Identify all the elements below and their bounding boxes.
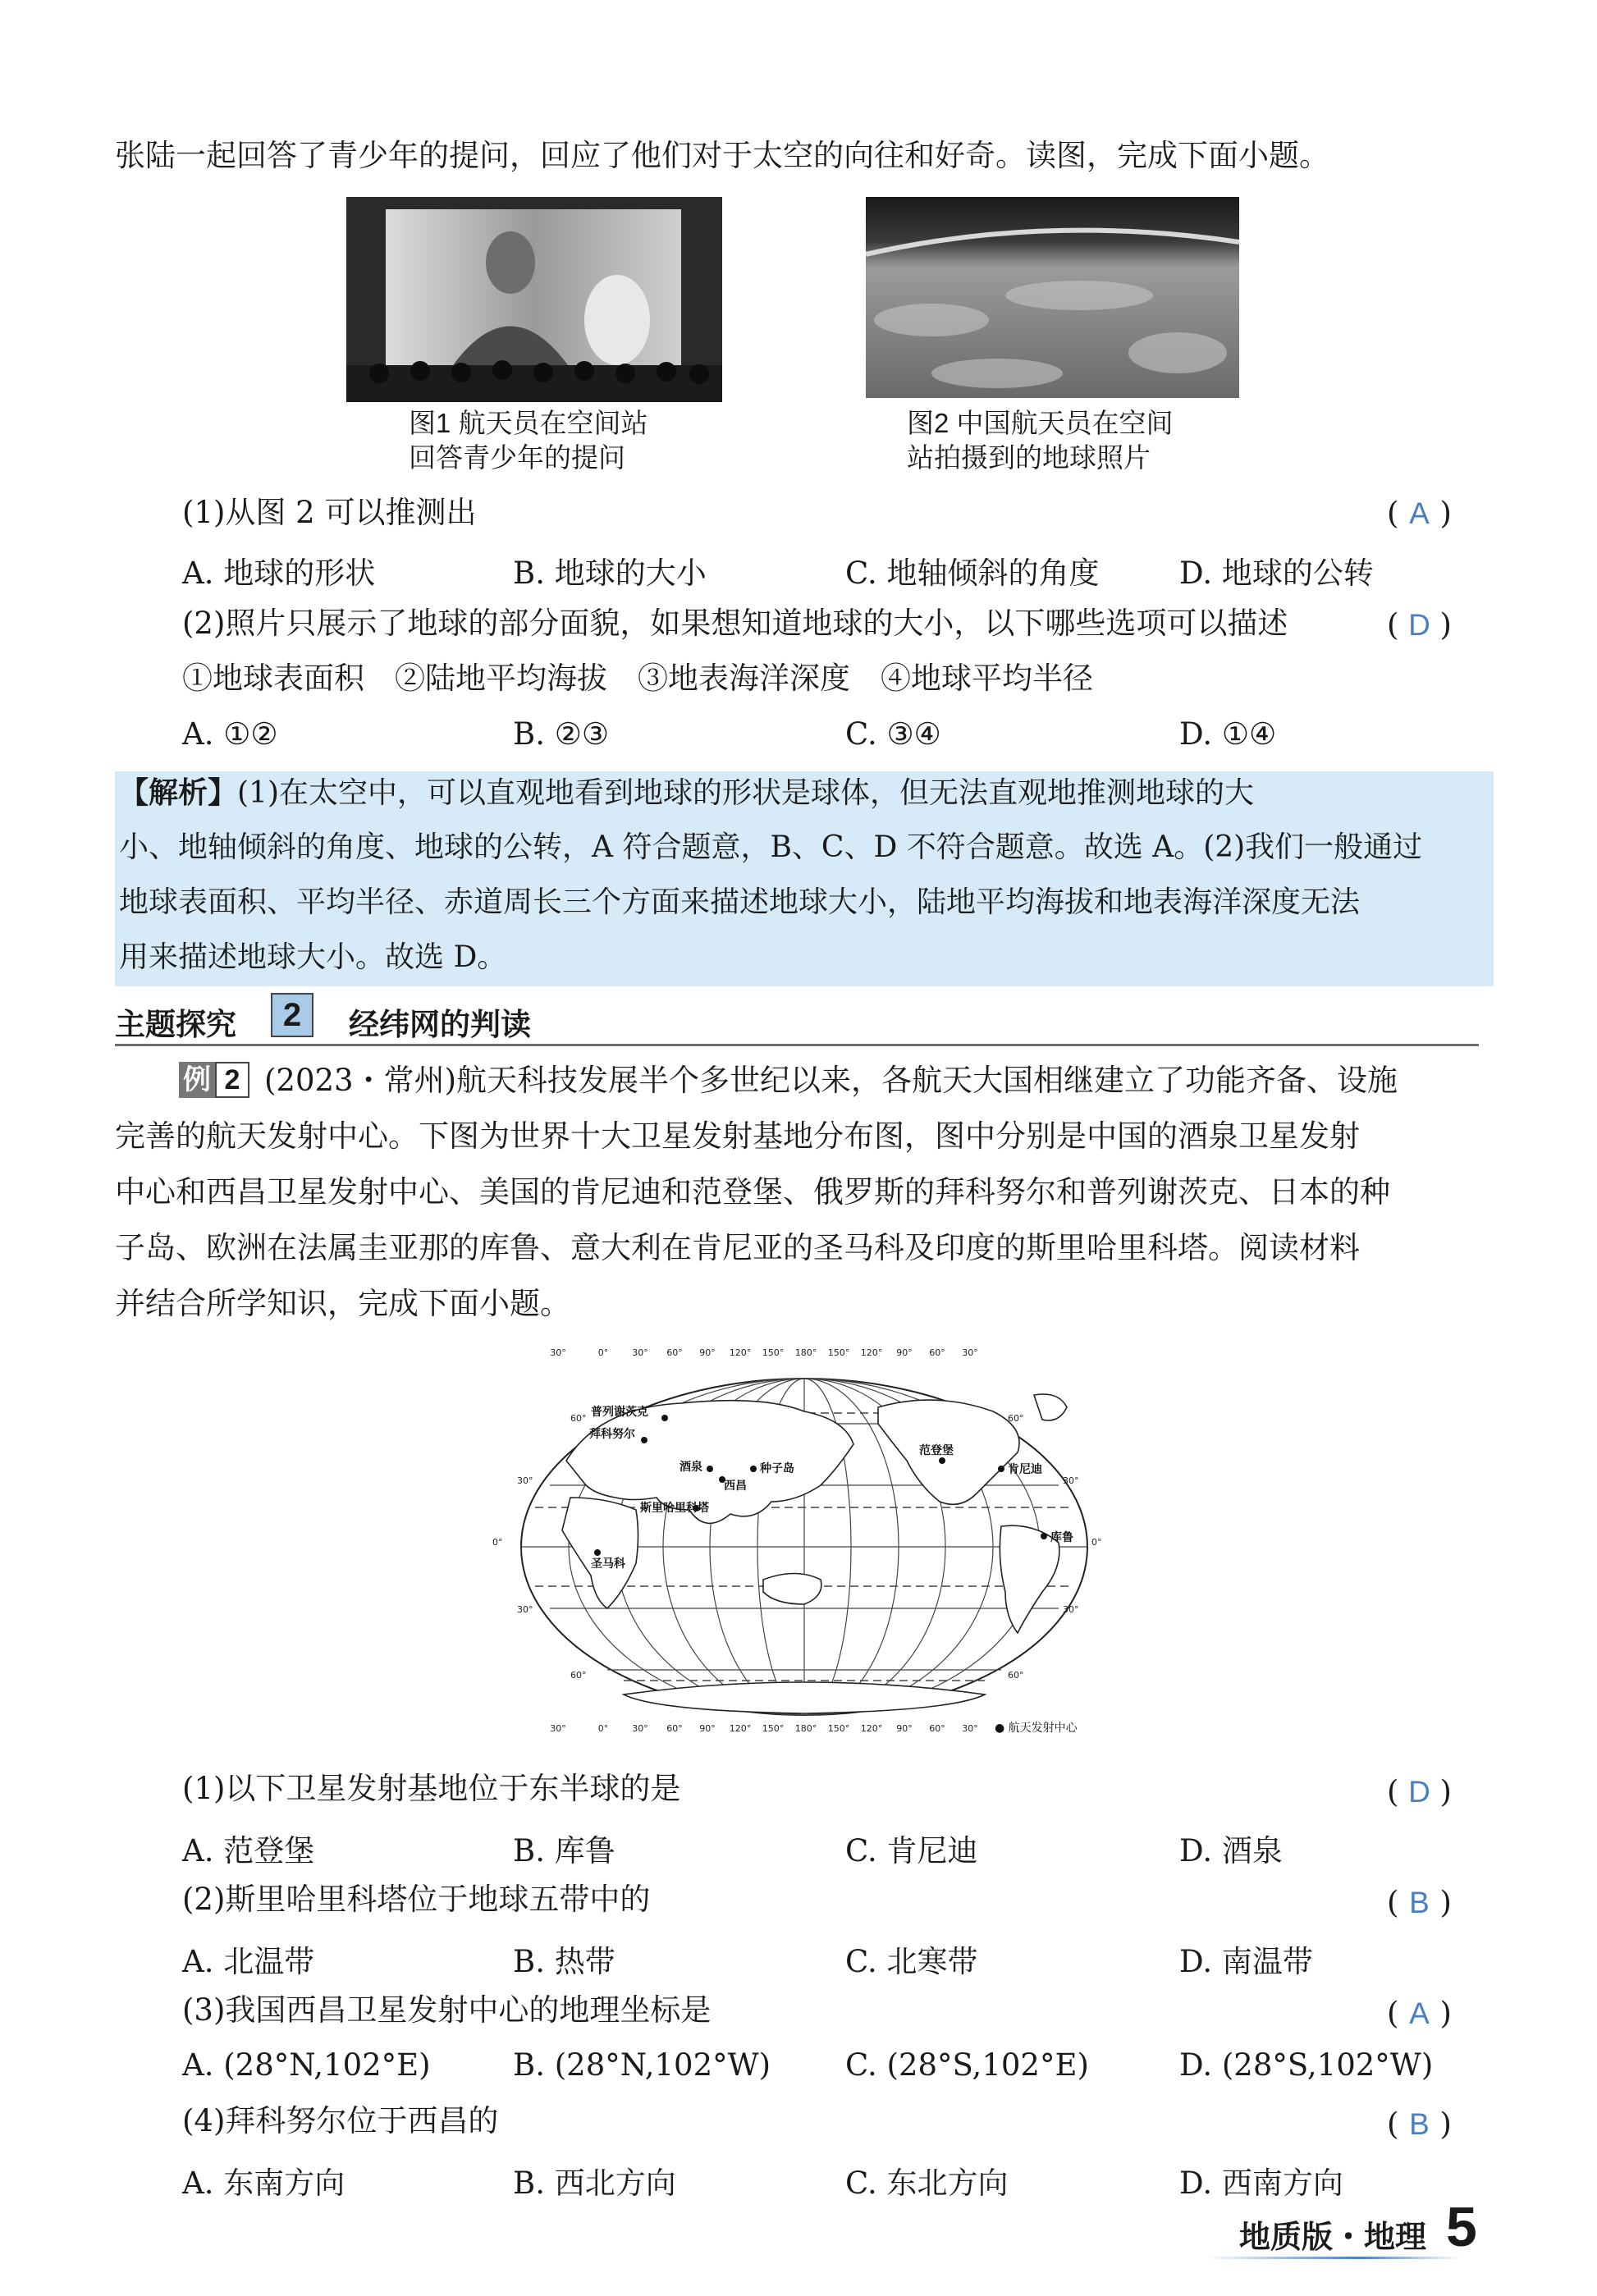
bottom-tick: 120° bbox=[729, 1723, 752, 1734]
top-tick: 180° bbox=[794, 1347, 817, 1358]
figure2-caption-line2: 站拍摄到的地球照片 bbox=[907, 442, 1151, 473]
site-marker bbox=[998, 1466, 1004, 1472]
site-label: 圣马科 bbox=[591, 1557, 625, 1571]
top-tick: 120° bbox=[729, 1347, 752, 1358]
bottom-tick: 180° bbox=[794, 1723, 817, 1734]
lat-label-left: 30° bbox=[517, 1475, 533, 1486]
bottom-longitude-ticks bbox=[550, 1723, 978, 1734]
question-2-3-stem: (3)我国西昌卫星发射中心的地理坐标是 bbox=[182, 1992, 712, 2028]
topic-underline bbox=[115, 1044, 1479, 1046]
top-tick: 0° bbox=[597, 1347, 609, 1358]
site-label: 酒泉 bbox=[680, 1461, 702, 1474]
site-marker bbox=[939, 1457, 945, 1464]
q2-3-option-a: A. (28°N,102°E) bbox=[182, 2047, 431, 2083]
lat-label-left: 60° bbox=[570, 1670, 587, 1681]
q2-3-option-d: D. (28°S,102°W) bbox=[1179, 2047, 1434, 2083]
bottom-tick: 120° bbox=[860, 1723, 883, 1734]
q2-4-option-a: A. 东南方向 bbox=[182, 2166, 345, 2201]
site-label: 普列谢茨克 bbox=[591, 1406, 648, 1419]
figure1-image bbox=[346, 197, 722, 402]
q1-1-option-b: B. 地球的大小 bbox=[513, 556, 707, 591]
site-label: 斯里哈里科塔 bbox=[640, 1502, 709, 1515]
figure2-image bbox=[866, 197, 1239, 398]
bottom-tick: 150° bbox=[827, 1723, 850, 1734]
lat-label-left: 30° bbox=[517, 1604, 533, 1615]
bottom-tick: 60° bbox=[929, 1723, 945, 1734]
analysis-line2: 小、地轴倾斜的角度、地球的公转，A 符合题意，B、C、D 不符合题意。故选 A。(2)我们一般通过 bbox=[119, 830, 1423, 864]
site-marker bbox=[707, 1466, 713, 1472]
q2-1-option-a: A. 范登堡 bbox=[182, 1833, 315, 1868]
lat-label-right: 60° bbox=[1008, 1670, 1024, 1681]
map-legend: ● 航天发射中心 bbox=[995, 1722, 1078, 1735]
bottom-tick: 150° bbox=[762, 1723, 785, 1734]
site-label: 西昌 bbox=[724, 1480, 747, 1493]
lat-label-left: 0° bbox=[492, 1537, 503, 1548]
site-label: 种子岛 bbox=[760, 1462, 794, 1475]
lat-label-right: 60° bbox=[1008, 1413, 1024, 1424]
q1-2-option-a: A. ①② bbox=[182, 716, 278, 752]
q2-4-option-c: C. 东北方向 bbox=[845, 2166, 1009, 2201]
q2-2-option-c: C. 北寒带 bbox=[845, 1944, 978, 1979]
lat-label-left: 60° bbox=[570, 1413, 587, 1424]
example-line4: 子岛、欧洲在法属圭亚那的库鲁、意大利在肯尼亚的圣马科及印度的斯里哈里科塔。阅读材料 bbox=[115, 1230, 1360, 1265]
topic-label: 主题探究 bbox=[115, 1008, 236, 1041]
intro-text: 张陆一起回答了青少年的提问，回应了他们对于太空的向往和好奇。读图，完成下面小题。 bbox=[115, 138, 1329, 173]
analysis-label: 【解析】 bbox=[119, 775, 238, 809]
footer-brand: 地质版・地理 bbox=[1239, 2221, 1427, 2255]
figure1-caption-line2: 回答青少年的提问 bbox=[409, 442, 625, 473]
q2-1-option-c: C. 肯尼迪 bbox=[845, 1833, 978, 1868]
world-map-svg bbox=[492, 1346, 1116, 1740]
bottom-tick: 30° bbox=[550, 1723, 566, 1734]
bottom-tick: 0° bbox=[597, 1723, 609, 1734]
top-tick: 60° bbox=[666, 1347, 683, 1358]
q2-1-option-b: B. 库鲁 bbox=[513, 1833, 615, 1868]
analysis-line3: 地球表面积、平均半径、赤道周长三个方面来描述地球大小，陆地平均海拔和地表海洋深度无法 bbox=[119, 885, 1361, 919]
question-2-1-answer: ( D ) bbox=[1387, 1774, 1452, 1809]
topic-title: 经纬网的判读 bbox=[349, 1008, 531, 1041]
top-tick: 30° bbox=[962, 1347, 978, 1358]
bottom-tick: 30° bbox=[632, 1723, 648, 1734]
q2-3-option-c: C. (28°S,102°E) bbox=[845, 2047, 1089, 2083]
example-tag-num: 2 bbox=[215, 1062, 249, 1098]
analysis-line1 bbox=[119, 765, 1489, 821]
q2-2-option-a: A. 北温带 bbox=[182, 1944, 315, 1979]
footer-underline bbox=[1206, 2257, 1461, 2259]
topic-header bbox=[115, 991, 1477, 1042]
site-marker bbox=[661, 1415, 668, 1421]
bottom-tick: 90° bbox=[699, 1723, 716, 1734]
example-line1: (2023・常州)航天科技发展半个多世纪以来，各航天大国相继建立了功能齐备、设施 bbox=[264, 1063, 1398, 1098]
top-tick: 120° bbox=[860, 1347, 883, 1358]
earth-photo bbox=[866, 197, 1239, 398]
top-tick: 90° bbox=[896, 1347, 913, 1358]
q2-1-option-d: D. 酒泉 bbox=[1179, 1833, 1283, 1868]
site-marker bbox=[594, 1549, 601, 1556]
question-2-2-answer: ( B ) bbox=[1387, 1885, 1452, 1920]
question-1-2-items: ①地球表面积 ②陆地平均海拔 ③地表海洋深度 ④地球平均半径 bbox=[182, 661, 1093, 696]
bottom-tick: 30° bbox=[962, 1723, 978, 1734]
q1-1-option-c: C. 地轴倾斜的角度 bbox=[845, 556, 1100, 591]
question-2-4-answer: ( B ) bbox=[1387, 2106, 1452, 2142]
world-map bbox=[492, 1346, 1116, 1740]
q1-1-option-a: A. 地球的形状 bbox=[182, 556, 376, 591]
top-tick: 30° bbox=[550, 1347, 566, 1358]
question-2-2-stem: (2)斯里哈里科塔位于地球五带中的 bbox=[182, 1882, 651, 1917]
lat-label-right: 0° bbox=[1091, 1537, 1102, 1548]
question-1-2-answer: ( D ) bbox=[1387, 607, 1452, 643]
example-line3: 中心和西昌卫星发射中心、美国的肯尼迪和范登堡、俄罗斯的拜科努尔和普列谢茨克、日本的种 bbox=[115, 1174, 1390, 1210]
question-2-4-stem: (4)拜科努尔位于西昌的 bbox=[182, 2103, 499, 2138]
top-longitude-ticks bbox=[550, 1347, 978, 1358]
analysis-text-1: (1)在太空中，可以直观地看到地球的形状是球体，但无法直观地推测地球的大 bbox=[237, 776, 1255, 810]
top-tick: 150° bbox=[827, 1347, 850, 1358]
question-2-1-stem: (1)以下卫星发射基地位于东半球的是 bbox=[182, 1771, 681, 1806]
lat-label-right: 30° bbox=[1063, 1475, 1079, 1486]
q2-3-option-b: B. (28°N,102°W) bbox=[513, 2047, 771, 2083]
topic-number: 2 bbox=[271, 993, 313, 1037]
analysis-line4: 用来描述地球大小。故选 D。 bbox=[119, 940, 507, 974]
bottom-tick: 60° bbox=[666, 1723, 683, 1734]
site-marker bbox=[1041, 1533, 1047, 1539]
question-1-1-stem: (1)从图 2 可以推测出 bbox=[182, 495, 477, 530]
example-tag bbox=[179, 1062, 249, 1098]
q1-2-option-d: D. ①④ bbox=[1179, 716, 1277, 752]
figure2-caption-line1: 图2 中国航天员在空间 bbox=[907, 408, 1174, 438]
question-1-1-answer: ( A ) bbox=[1387, 496, 1452, 531]
astronaut-photo bbox=[346, 197, 722, 402]
top-tick: 30° bbox=[632, 1347, 648, 1358]
example-tag-char: 例 bbox=[179, 1062, 215, 1098]
q2-2-option-d: D. 南温带 bbox=[1179, 1944, 1313, 1979]
example-line5: 并结合所学知识，完成下面小题。 bbox=[115, 1286, 570, 1321]
site-marker bbox=[750, 1466, 757, 1472]
question-2-3-answer: ( A ) bbox=[1387, 1996, 1452, 2031]
site-label: 肯尼迪 bbox=[1008, 1463, 1042, 1476]
question-1-2-stem: (2)照片只展示了地球的部分面貌，如果想知道地球的大小，以下哪些选项可以描述 bbox=[182, 606, 1288, 641]
q1-2-option-b: B. ②③ bbox=[513, 716, 610, 752]
example-line2: 完善的航天发射中心。下图为世界十大卫星发射基地分布图，图中分别是中国的酒泉卫星发射 bbox=[115, 1118, 1360, 1154]
q1-1-option-d: D. 地球的公转 bbox=[1179, 556, 1374, 591]
q2-2-option-b: B. 热带 bbox=[513, 1944, 615, 1979]
q1-2-option-c: C. ③④ bbox=[845, 716, 941, 752]
page-number: 5 bbox=[1446, 2196, 1477, 2258]
top-tick: 150° bbox=[762, 1347, 785, 1358]
bottom-tick: 90° bbox=[896, 1723, 913, 1734]
q2-4-option-d: D. 西南方向 bbox=[1179, 2166, 1343, 2201]
site-label: 范登堡 bbox=[919, 1444, 954, 1457]
top-tick: 60° bbox=[929, 1347, 945, 1358]
site-label: 库鲁 bbox=[1050, 1531, 1073, 1544]
site-label: 拜科努尔 bbox=[589, 1428, 635, 1441]
top-tick: 90° bbox=[699, 1347, 716, 1358]
lat-label-right: 30° bbox=[1063, 1604, 1079, 1615]
site-marker bbox=[641, 1437, 647, 1443]
q2-4-option-b: B. 西北方向 bbox=[513, 2166, 676, 2201]
figure1-caption-line1: 图1 航天员在空间站 bbox=[409, 408, 648, 438]
